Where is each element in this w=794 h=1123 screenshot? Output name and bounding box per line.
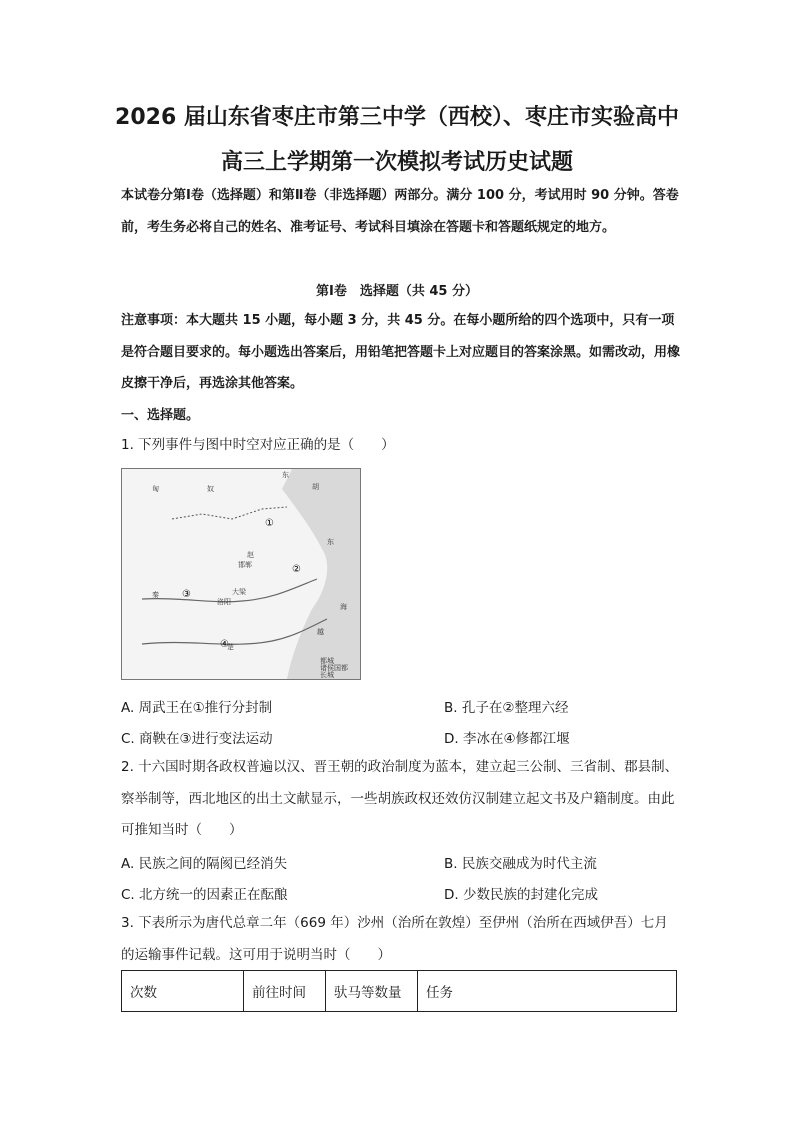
map-label-chu: 楚 bbox=[227, 643, 234, 651]
map-label-handan: 邯郸 bbox=[238, 561, 252, 569]
q1-option-b: B. 孔子在②整理六经 bbox=[444, 700, 569, 716]
map-label-xiongnu-1: 匈 bbox=[152, 485, 159, 493]
q2-stem: 2. 十六国时期各政权普遍以汉、晋王朝的政治制度为蓝本，建立起三公制、三省制、郡县制、察举制等，西北地区的出土文献显示，一些胡族政权还效仿汉制建立起文书及户籍制度。由此可推知当时（ ） bbox=[121, 759, 679, 838]
q3-header-horses: 驮马等数量 bbox=[326, 971, 418, 1012]
q2-option-c: C. 北方统一的因素正在酝酿 bbox=[121, 887, 288, 903]
part1-heading: 第Ⅰ卷 选择题（共 45 分） bbox=[316, 284, 478, 299]
q1-stem: 1. 下列事件与图中时空对应正确的是（ ） bbox=[121, 437, 395, 453]
map-label-zhao: 赵 bbox=[247, 551, 254, 559]
q3-header-count: 次数 bbox=[122, 971, 244, 1012]
map-svg bbox=[122, 469, 360, 679]
q1-historical-map bbox=[121, 468, 361, 680]
map-marker-3: ③ bbox=[182, 589, 191, 600]
legend-state-capital: 诸侯国都 bbox=[320, 664, 348, 672]
q3-stem: 3. 下表所示为唐代总章二年（669 年）沙州（治所在敦煌）至伊州（治所在西域伊吾）七月的运输事件记载。这可用于说明当时（ ） bbox=[121, 915, 668, 963]
map-label-qin: 秦 bbox=[152, 591, 159, 599]
map-label-daliang: 大梁 bbox=[232, 588, 246, 596]
notice-paragraph: 注意事项：本大题共 15 小题，每小题 3 分，共 45 分。在每小题所给的四个选项中，只有一项是符合题目要求的。每小题选出答案后，用铅笔把答题卡上对应题目的答案涂黑。如需改动，用橡皮擦干净后，再选涂其他答案。 bbox=[121, 313, 681, 391]
q1-option-d: D. 李冰在④修都江堰 bbox=[444, 731, 570, 747]
map-label-yue: 越 bbox=[317, 628, 324, 636]
map-label-donghu-2: 胡 bbox=[312, 483, 319, 491]
q2-option-d: D. 少数民族的封建化完成 bbox=[444, 887, 598, 903]
q2-option-b: B. 民族交融成为时代主流 bbox=[444, 856, 597, 872]
map-label-luoyang: 洛阳 bbox=[217, 598, 231, 606]
q1-option-a: A. 周武王在①推行分封制 bbox=[121, 700, 273, 716]
intro-paragraph: 本试卷分第Ⅰ卷（选择题）和第Ⅱ卷（非选择题）两部分。满分 100 分，考试用时 90 分钟。答卷前，考生务必将自己的姓名、准考证号、考试科目填涂在答题卡和答题纸规定的地方。 bbox=[121, 188, 679, 235]
map-marker-4: ④ bbox=[220, 639, 229, 650]
section-heading: 一、选择题。 bbox=[121, 408, 200, 423]
doc-title-line-2: 高三上学期第一次模拟考试历史试题 bbox=[220, 150, 573, 175]
q3-header-task: 任务 bbox=[418, 971, 677, 1012]
map-marker-1: ① bbox=[265, 518, 274, 529]
map-label-sea-1: 东 bbox=[327, 538, 334, 546]
legend-great-wall: 长城 bbox=[320, 671, 334, 679]
q3-header-time: 前往时间 bbox=[244, 971, 326, 1012]
q1-option-c: C. 商鞅在③进行变法运动 bbox=[121, 731, 273, 747]
map-label-sea-2: 海 bbox=[340, 603, 347, 611]
q2-option-a: A. 民族之间的隔阂已经消失 bbox=[121, 856, 288, 872]
map-label-xiongnu-2: 奴 bbox=[207, 485, 214, 493]
doc-title-line-1: 2026 届山东省枣庄市第三中学（西校）、枣庄市实验高中 bbox=[115, 105, 679, 130]
map-label-donghu-1: 东 bbox=[282, 471, 289, 479]
map-marker-2: ② bbox=[292, 564, 301, 575]
q3-table bbox=[121, 970, 677, 1012]
q3-table-header-row bbox=[122, 971, 677, 1012]
legend-capital: 都城 bbox=[320, 657, 334, 665]
